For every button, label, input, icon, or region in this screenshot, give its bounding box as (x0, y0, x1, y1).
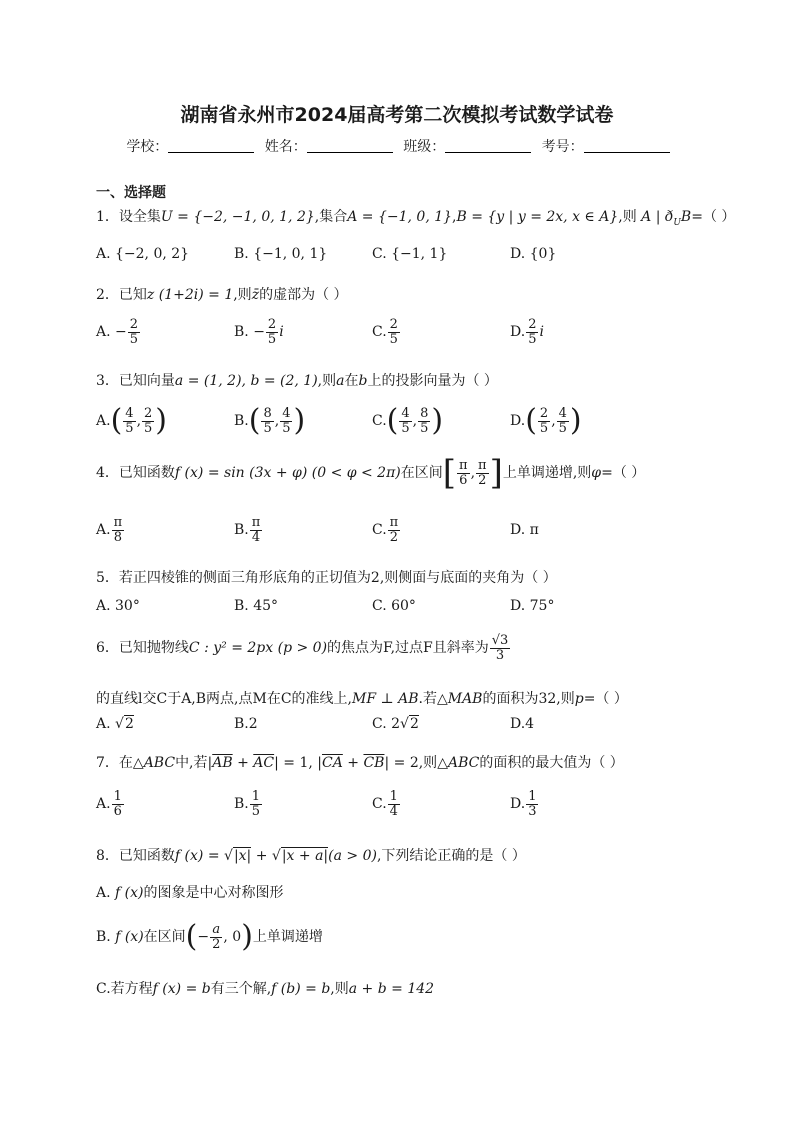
q8-option-c[interactable] (96, 978, 434, 998)
q3-stem (96, 370, 498, 390)
school-label: 学校： (126, 139, 169, 155)
q7-option-d[interactable] (510, 790, 539, 818)
option-text: 有三个解, (210, 981, 272, 997)
q7-vector-ca: $\overline{CA}$ (322, 755, 343, 771)
class-label: 班级： (403, 139, 446, 155)
option-label: C. (372, 522, 387, 539)
q1-text: , (452, 209, 457, 225)
q7-options (96, 790, 656, 830)
q2-conjugate: z̄ (251, 287, 260, 303)
option-text: 的图象是中心对称图形 (143, 885, 284, 901)
q8-fx: f (x) (115, 885, 144, 901)
denominator: 4 (251, 529, 261, 545)
denominator: 5 (282, 420, 291, 436)
q4-options (96, 516, 656, 556)
q3-text: 在 (344, 373, 359, 389)
option-label: B. (234, 413, 249, 429)
denominator: 5 (389, 331, 398, 347)
q5-option-b[interactable]: B. 45° (234, 598, 279, 614)
q5-option-c[interactable]: C. 60° (372, 598, 416, 614)
name-label: 姓名： (264, 139, 307, 155)
q4-text: 4．已知函数 (96, 465, 175, 481)
q1-option-c[interactable]: C. {−1, 1} (372, 246, 448, 262)
denominator: 6 (113, 803, 122, 819)
option-text: 上单调递增 (252, 929, 323, 945)
q4-text: =（ ） (601, 465, 646, 481)
q6-text: 的直线l交C于A,B两点,点M在C的准线上, (96, 691, 352, 707)
q8-option-a[interactable] (96, 882, 283, 902)
fraction (388, 318, 400, 346)
q6-options (96, 716, 656, 756)
q8-text: ,下列结论正确的是（ ） (376, 848, 526, 864)
denominator: 6 (459, 472, 468, 488)
numerator: π (113, 515, 123, 530)
q8-equation: a + b = 142 (348, 981, 435, 997)
number-label: 考号： (541, 139, 584, 155)
q3-option-d[interactable]: D.( $\frac{2}{5}$ , $\frac{4}{5}$ ) (510, 403, 582, 438)
section-heading-choice: 一、选择题 (96, 185, 166, 201)
q8-equation: f (b) = b (271, 981, 331, 997)
q7-text: 的面积的最大值为（ ） (479, 755, 624, 771)
q2-equation: z (1+2i) = 1 (146, 287, 234, 303)
denominator: 5 (558, 420, 567, 436)
q2-option-b[interactable] (234, 318, 284, 346)
student-info-row (0, 136, 794, 156)
option-label: A. − (96, 324, 127, 341)
q2-text: ,则 (233, 287, 252, 303)
q7-text: 中,若 (175, 755, 208, 771)
q3-option-b[interactable]: B.( $\frac{8}{5}$ , $\frac{4}{5}$ ) (234, 403, 306, 438)
q2-text: 的虚部为（ ） (259, 287, 348, 303)
q3-text: 上的投影向量为（ ） (367, 373, 498, 389)
numerator: 2 (389, 317, 398, 332)
q7-vector-ab: $\overline{AB}$ (212, 755, 233, 771)
sqrt-value: 2 (409, 716, 419, 732)
denominator: 5 (263, 420, 272, 436)
q7-option-a[interactable] (96, 790, 125, 818)
q6-stem-line2 (96, 688, 628, 708)
numerator: 4 (282, 405, 291, 421)
fraction (128, 318, 140, 346)
option-label: C. (372, 413, 387, 429)
q8-plus: + (255, 848, 268, 864)
q3-vector-b: b (358, 373, 368, 389)
q6-option-a[interactable]: A. √2 (96, 716, 134, 732)
q2-option-d[interactable] (510, 318, 544, 346)
denominator: 5 (251, 803, 261, 819)
coefficient: 2 (391, 716, 401, 732)
numerator: π (478, 457, 487, 473)
numerator: 4 (558, 405, 567, 421)
numerator: 2 (539, 405, 549, 421)
q3-vector-a: a (336, 373, 345, 389)
class-blank (445, 138, 531, 153)
q7-text: = 1, (283, 755, 313, 771)
q1-set-b: B = {y | y = 2x, x ∈ A} (456, 209, 619, 225)
q7-vector-ac: $\overline{AC}$ (253, 755, 275, 771)
fraction (526, 318, 538, 346)
school-blank (168, 138, 254, 153)
sqrt-value: 2 (124, 716, 134, 732)
q6-option-d[interactable]: D.4 (510, 716, 535, 732)
numerator: 2 (144, 405, 153, 421)
numerator: √3 (491, 633, 509, 648)
q2-stem (96, 284, 348, 304)
q1-text: ,集合 (314, 209, 348, 225)
option-label: B. (234, 522, 249, 539)
q1-option-b[interactable]: B. {−1, 0, 1} (234, 246, 328, 262)
option-text: 在区间 (143, 929, 186, 945)
q1-stem (96, 206, 735, 228)
q8-text: 8．已知函数 (96, 848, 175, 864)
q8-condition: (a > 0) (328, 848, 377, 864)
q5-options (96, 598, 656, 638)
q6-option-c[interactable]: C. 2√2 (372, 716, 419, 732)
q8-sqrt-abs-x: |x| (233, 848, 252, 864)
q4-stem: 4．已知函数f (x) = sin (3x + φ) (0 < φ < 2π)在区间[ $\frac{\pi}{6}$ , $\frac{\pi}{2}$ ]上单调递增,则φ=（ ） (96, 453, 646, 493)
q6-text: 的焦点为F,过点F且斜率为 (327, 640, 489, 657)
q1-option-d[interactable]: D. {0} (510, 246, 557, 262)
q8-fx: f (x) (115, 929, 144, 945)
numerator: 8 (420, 405, 429, 421)
q7-triangle: △ABC (437, 755, 480, 771)
denominator: 8 (113, 529, 122, 545)
denominator: 5 (528, 331, 537, 347)
option-label: D. (510, 324, 526, 341)
imag-unit: i (279, 324, 284, 341)
q4-phi: φ (591, 465, 602, 481)
q7-option-c[interactable] (372, 790, 401, 818)
q4-option-b[interactable] (234, 516, 263, 544)
option-label: C. (372, 716, 387, 732)
numerator: 4 (401, 405, 410, 421)
option-label: B. (96, 929, 111, 945)
denominator: 5 (144, 420, 153, 436)
q1-subscript: U (673, 217, 681, 228)
q4-option-d[interactable]: D. π (510, 522, 539, 538)
numerator: 4 (125, 405, 134, 421)
q7-triangle: △ABC (132, 755, 176, 771)
name-blank (307, 138, 393, 153)
numerator: 2 (267, 317, 277, 332)
exam-title: 湖南省永州市2024届高考第二次模拟考试数学试卷 (180, 104, 614, 126)
q8-stem: 8．已知函数f (x) = √|x| + √|x + a|(a > 0),下列结论正确的是（ ） (96, 848, 526, 864)
q2-option-c[interactable] (372, 318, 401, 346)
q1-set-a: A = {−1, 0, 1} (347, 209, 453, 225)
q2-text: 2．已知 (96, 287, 147, 303)
q2-options (96, 318, 656, 358)
numerator: π (251, 515, 261, 530)
q5-option-d[interactable]: D. 75° (510, 598, 555, 614)
option-label: A. (96, 885, 111, 901)
q6-text: 的面积为32,则 (482, 691, 575, 707)
option-label: D. (510, 413, 526, 429)
q6-text: 6．已知抛物线 (96, 640, 189, 657)
q6-text: =（ ） (583, 691, 628, 707)
numerator: 1 (389, 789, 398, 804)
option-label: D. (510, 796, 526, 813)
q6-p: p (574, 691, 584, 707)
q6-parabola: C : y² = 2px (p > 0) (188, 640, 328, 657)
q1-expr: A | ð (641, 209, 674, 225)
q1-options (96, 246, 656, 286)
q1-expr-b: B (680, 209, 692, 225)
denominator: 5 (539, 420, 549, 436)
number-blank (584, 138, 670, 153)
denominator: 5 (267, 331, 277, 347)
numerator: 2 (528, 317, 537, 332)
q1-text: ,则 (618, 209, 637, 225)
q1-set-u: U = {−2, −1, 0, 1, 2} (160, 209, 315, 225)
fraction (266, 318, 278, 346)
q7-text: 7．在 (96, 755, 133, 771)
q4-option-c[interactable] (372, 516, 401, 544)
option-label: A. (96, 522, 111, 539)
option-text: ,则 (330, 981, 349, 997)
q1-option-a[interactable]: A. {−2, 0, 2} (96, 246, 190, 262)
option-label: A. (96, 716, 111, 732)
numerator: 1 (113, 789, 122, 804)
q1-text: =（ ） (691, 209, 736, 225)
numerator: a (212, 921, 221, 937)
q4-text: 在区间 (400, 465, 443, 481)
denominator: 5 (420, 420, 429, 436)
option-label: C. (372, 796, 387, 813)
interval-end: , 0 (223, 929, 242, 945)
q4-function: f (x) = sin (3x + φ) (0 < φ < 2π) (174, 465, 401, 481)
denominator: 3 (528, 803, 537, 819)
q7-vector-cb: $\overline{CB}$ (363, 755, 385, 771)
imag-unit: i (539, 324, 544, 341)
option-label: B. (234, 796, 249, 813)
numerator: π (459, 457, 468, 473)
q4-text: 上单调递增,则 (502, 465, 592, 481)
numerator: 1 (528, 789, 537, 804)
denominator: 2 (389, 529, 399, 545)
q5-option-a[interactable]: A. 30° (96, 598, 140, 614)
option-label: A. (96, 413, 111, 429)
q3-vectors: a = (1, 2), b = (2, 1) (174, 373, 318, 389)
q4-option-a[interactable] (96, 516, 125, 544)
q6-perp: MF ⊥ AB (352, 691, 419, 707)
numerator: 1 (251, 789, 261, 804)
q3-option-a[interactable]: A.( $\frac{4}{5}$ , $\frac{2}{5}$ ) (96, 403, 168, 438)
denominator: 5 (129, 331, 139, 347)
option-label: B. − (234, 324, 265, 341)
q6-option-b[interactable]: B.2 (234, 716, 258, 732)
q6-text: .若 (418, 691, 437, 707)
q1-text: 1．设全集 (96, 209, 161, 225)
q8-sqrt-abs-x-plus-a: |x + a| (281, 848, 329, 864)
q8-option-b[interactable]: B. f (x)在区间(− $\frac{a}{2}$ , 0)上单调递增 (96, 919, 323, 954)
q2-option-a[interactable] (96, 318, 141, 346)
q3-options (96, 403, 656, 446)
numerator: 2 (129, 317, 139, 332)
denominator: 2 (478, 472, 487, 488)
q7-stem: 7．在△ABC中,若$|\overline{AB} + \overline{AC}| = 1$, $|\overline{CA} + \overline{CB}| = 2$,则△ABC的面积的最大值为（ ） (96, 755, 624, 771)
q8-equation: f (x) = b (152, 981, 211, 997)
denominator: 3 (495, 647, 505, 663)
q8-function: f (x) = (174, 848, 220, 864)
q7-option-b[interactable] (234, 790, 263, 818)
q3-text: ,则 (317, 373, 337, 389)
option-label: A. (96, 796, 111, 813)
option-label: C. (372, 324, 387, 341)
q3-text: 3．已知向量 (96, 373, 175, 389)
q6-triangle: △MAB (436, 691, 483, 707)
q7-text: ,则 (418, 755, 438, 771)
q5-stem: 5．若正四棱锥的侧面三角形底角的正切值为2,则侧面与底面的夹角为（ ） (96, 570, 557, 586)
numerator: 8 (263, 405, 272, 421)
option-text: C.若方程 (96, 981, 153, 997)
numerator: π (389, 515, 399, 530)
denominator: 5 (401, 420, 410, 436)
denominator: 4 (389, 803, 398, 819)
denominator: 2 (212, 936, 221, 952)
denominator: 5 (125, 420, 134, 436)
q7-text: = 2 (393, 755, 419, 771)
q3-option-c[interactable]: C.( $\frac{4}{5}$ , $\frac{8}{5}$ ) (372, 403, 444, 438)
q6-stem (96, 634, 511, 662)
